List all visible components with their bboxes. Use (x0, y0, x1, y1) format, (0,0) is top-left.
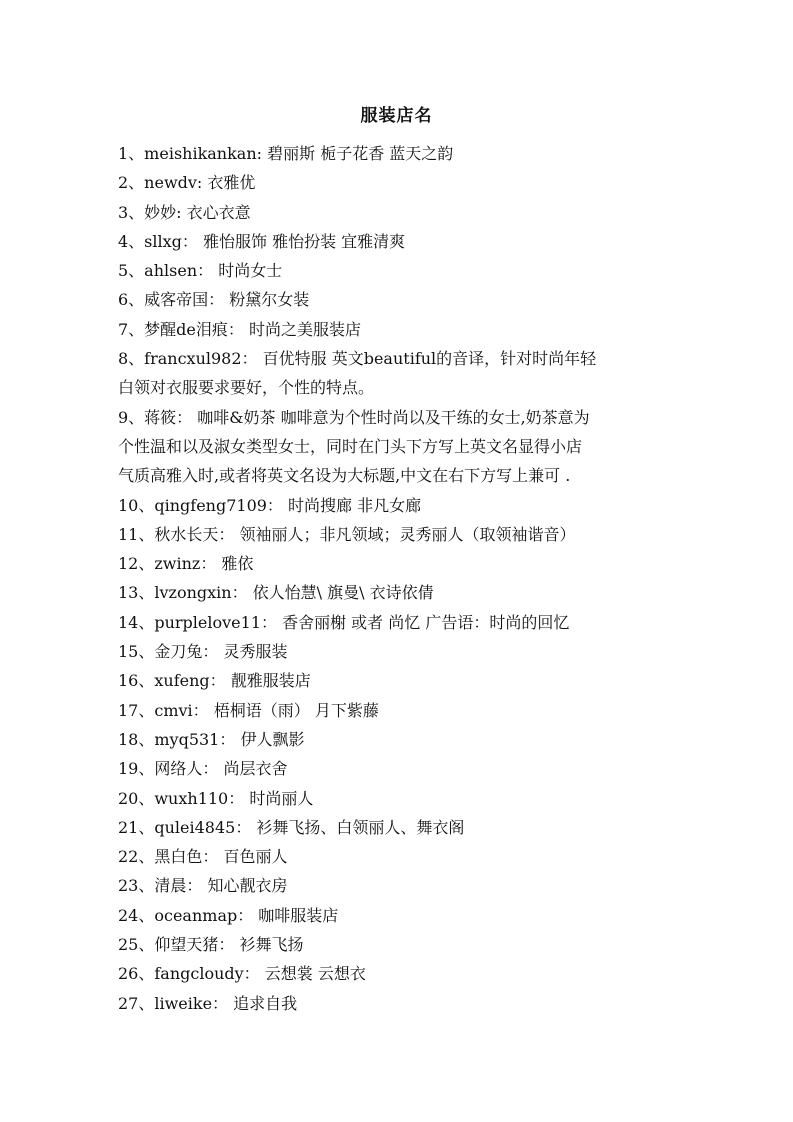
document-title: 服装店名 (360, 106, 433, 126)
text-line: 19、网络人： 尚层衣舍 (118, 759, 288, 779)
text-line: 13、lvzongxin： 依人怡慧\ 旗曼\ 衣诗依倩 (118, 583, 434, 603)
text-line: 4、sllxg： 雅怡服饰 雅怡扮装 宜雅清爽 (118, 231, 406, 251)
text-line: 2、newdv: 衣雅优 (118, 173, 256, 193)
text-line: 6、威客帝国： 粉黛尔女装 (118, 290, 310, 310)
text-line: 15、金刀兔： 灵秀服装 (118, 642, 288, 662)
text-line: 22、黑白色： 百色丽人 (118, 847, 288, 867)
text-line: 个性温和以及淑女类型女士，同时在门头下方写上英文名显得小店 (118, 436, 583, 456)
text-line: 24、oceanmap： 咖啡服装店 (118, 905, 339, 925)
text-line: 1、meishikankan: 碧丽斯 栀子花香 蓝天之韵 (118, 144, 454, 163)
text-line: 26、fangcloudy： 云想裳 云想衣 (118, 964, 366, 984)
text-line: 14、purplelove11： 香舍丽榭 或者 尚忆 广告语：时尚的回忆 (118, 612, 570, 632)
text-line: 8、francxul982： 百优特服 英文beautiful的音译，针对时尚年轻 (118, 349, 597, 369)
text-line: 白领对衣服要求要好，个性的特点。 (118, 378, 375, 398)
text-line: 11、秋水长天： 领袖丽人；非凡领域；灵秀丽人（取领袖谐音） (118, 524, 576, 544)
text-line: 16、xufeng： 靓雅服装店 (118, 671, 311, 691)
text-line: 5、ahlsen： 时尚女士 (118, 261, 283, 281)
text-line: 27、liweike： 追求自我 (118, 993, 298, 1013)
text-line: 20、wuxh110： 时尚丽人 (118, 788, 314, 808)
text-line: 12、zwinz： 雅依 (118, 554, 254, 574)
text-line: 18、myq531： 伊人飘影 (118, 729, 305, 749)
text-line: 25、仰望天猪： 衫舞飞扬 (118, 935, 304, 955)
text-line: 21、qulei4845： 衫舞飞扬、白领丽人、舞衣阁 (118, 817, 465, 837)
text-line: 17、cmvi： 梧桐语（雨） 月下紫藤 (118, 700, 379, 720)
text-line: 9、蒋筱： 咖啡&奶茶 咖啡意为个性时尚以及干练的女士,奶茶意为 (118, 407, 590, 427)
document-body (118, 139, 678, 1018)
text-line: 10、qingfeng7109： 时尚搜廊 非凡女廊 (118, 495, 422, 515)
text-line: 3、妙妙: 衣心衣意 (118, 202, 251, 222)
text-line: 7、梦醒de泪痕： 时尚之美服装店 (118, 319, 361, 339)
text-line: 气质高雅入时,或者将英文名设为大标题,中文在右下方写上兼可 . (118, 466, 571, 486)
text-line: 23、清晨： 知心靓衣房 (118, 876, 288, 896)
